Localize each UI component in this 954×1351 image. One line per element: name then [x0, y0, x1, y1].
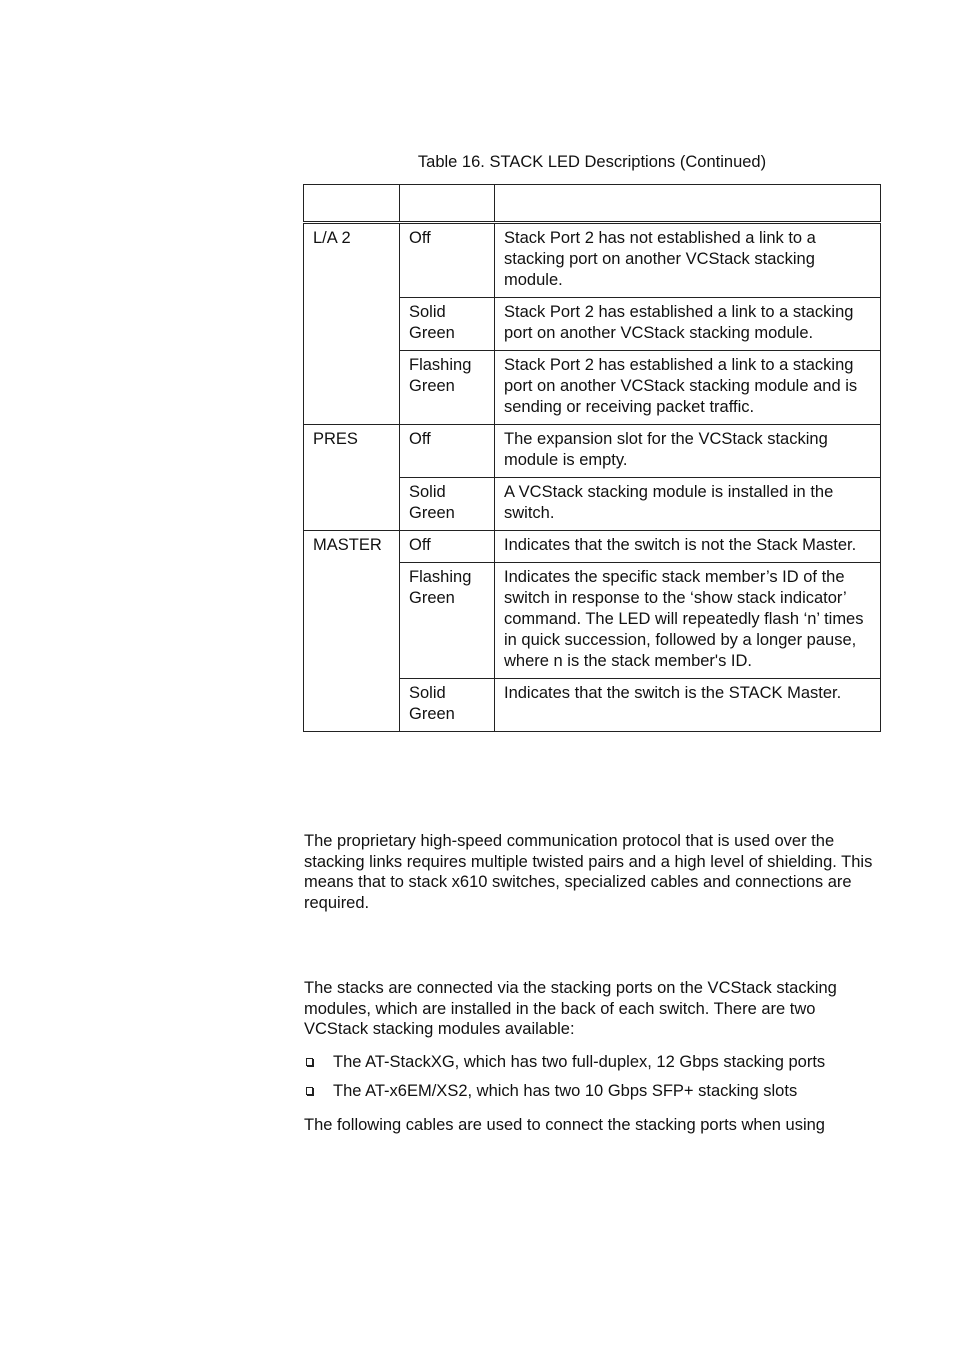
led-state-cell: Flashing Green: [400, 563, 495, 679]
led-description-cell: Stack Port 2 has established a link to a stacking port on another VCStack stacking module and is sending or receiving packet traffic.: [495, 351, 881, 425]
led-state-cell: Solid Green: [400, 298, 495, 351]
header-cell-led: [304, 185, 400, 223]
led-state-cell: Off: [400, 425, 495, 478]
list-item-text: The AT-StackXG, which has two full-duplex, 12 Gbps stacking ports: [333, 1053, 826, 1071]
led-description-cell: Indicates the specific stack member’s ID of the switch in response to the ‘show stack indicator’ command. The LED will repeatedly flash ‘n’ times in quick succession, followed by a longer pause, where n is the stack member's ID.: [495, 563, 881, 679]
led-description-cell: Stack Port 2 has established a link to a stacking port on another VCStack stacking module.: [495, 298, 881, 351]
checkbox-bullet-icon: [306, 1087, 313, 1095]
list-item: [304, 1052, 884, 1081]
led-state-cell: Solid Green: [400, 478, 495, 531]
led-name-cell: PRES: [304, 425, 400, 531]
led-name-cell: MASTER: [304, 531, 400, 732]
table-caption: Table 16. STACK LED Descriptions (Continued): [417, 153, 767, 171]
led-state-cell: Off: [400, 223, 495, 298]
stack-led-table: [303, 184, 881, 732]
led-state-cell: Off: [400, 531, 495, 563]
led-description-cell: Indicates that the switch is not the Stack Master.: [495, 531, 881, 563]
led-description-cell: Indicates that the switch is the STACK Master.: [495, 679, 881, 732]
module-list: [304, 1052, 884, 1110]
list-item: [304, 1081, 884, 1110]
led-description-cell: The expansion slot for the VCStack stacking module is empty.: [495, 425, 881, 478]
table-row: [304, 223, 881, 298]
table-row: [304, 425, 881, 478]
led-description-cell: A VCStack stacking module is installed in the switch.: [495, 478, 881, 531]
table-row: [304, 531, 881, 563]
paragraph-cables: The following cables are used to connect the stacking ports when using: [304, 1116, 825, 1134]
paragraph-stacking-modules: The stacks are connected via the stacking ports on the VCStack stacking modules, which are installed in the back of each switch. There are two VCStack stacking modules available:: [304, 979, 837, 1039]
header-cell-description: [495, 185, 881, 223]
table-header-row: [304, 185, 881, 223]
led-name-cell: L/A 2: [304, 223, 400, 425]
checkbox-bullet-icon: [306, 1058, 313, 1066]
paragraph-shielding: The proprietary high-speed communication protocol that is used over the stacking links requires multiple twisted pairs and a high level of shielding. This means that to stack x610 switches, specialized cables and connections are required.: [304, 832, 873, 913]
header-cell-state: [400, 185, 495, 223]
led-state-cell: Flashing Green: [400, 351, 495, 425]
list-item-text: The AT-x6EM/XS2, which has two 10 Gbps SFP+ stacking slots: [333, 1082, 798, 1100]
led-description-cell: Stack Port 2 has not established a link to a stacking port on another VCStack stacking module.: [495, 223, 881, 298]
led-state-cell: Solid Green: [400, 679, 495, 732]
